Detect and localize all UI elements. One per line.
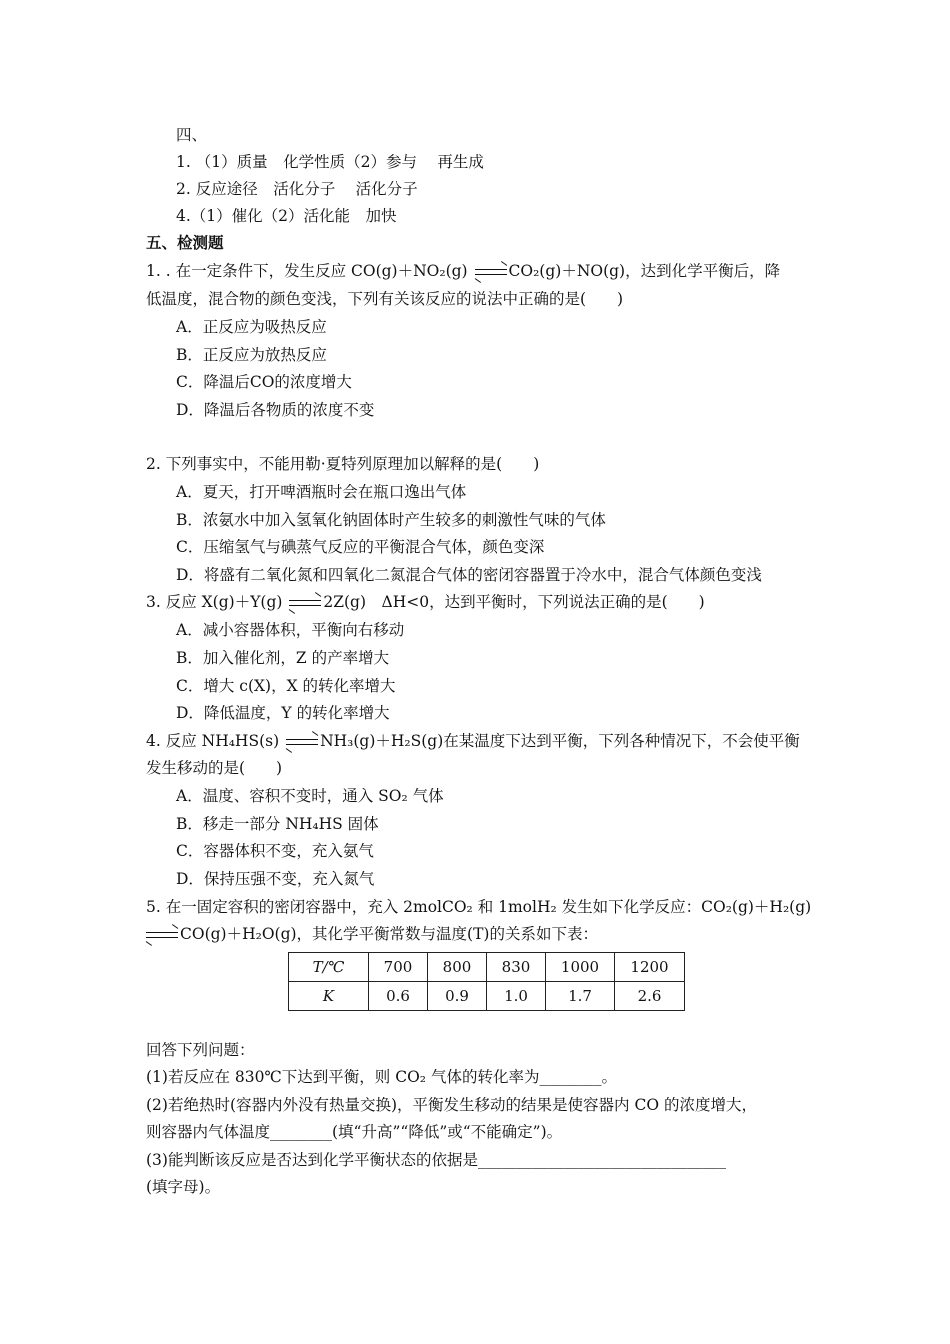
table-cell: 700 xyxy=(369,953,428,982)
section4-item-2: 2. 反应途径 活化分子 活化分子 xyxy=(176,180,418,198)
q3-option-c: C．增大 c(X)，X 的转化率增大 xyxy=(176,677,396,695)
q4-option-b: B．移走一部分 NH₄HS 固体 xyxy=(176,815,379,833)
q3-option-a: A．减小容器体积，平衡向右移动 xyxy=(176,621,405,639)
q3-stem: 3. 反应 X(g)＋Y(g) 2Z(g) ΔH<0，达到平衡时，下列说法正确的是( ) xyxy=(146,591,705,613)
table-cell: 0.6 xyxy=(369,982,428,1011)
q4-option-c: C．容器体积不变，充入氨气 xyxy=(176,842,374,860)
section4-item-3: 4.（1）催化（2）活化能 加快 xyxy=(176,207,397,225)
table-cell: 1.0 xyxy=(487,982,546,1011)
q4-option-a: A．温度、容积不变时，通入 SO₂ 气体 xyxy=(176,787,444,805)
table-row xyxy=(289,953,685,982)
q4-stem-line2: 发生移动的是( ) xyxy=(146,759,283,777)
q4-stem-line1: 4. 反应 NH₄HS(s) NH₃(g)＋H₂S(g)在某温度下达到平衡，下列各种情况下，不会使平衡 xyxy=(146,730,800,752)
table-cell: 1200 xyxy=(615,953,685,982)
q3-option-b: B．加入催化剂，Z 的产率增大 xyxy=(176,649,390,667)
q5-sub1: (1)若反应在 830℃下达到平衡，则 CO₂ 气体的转化率为________。 xyxy=(146,1068,617,1086)
table-cell: 2.6 xyxy=(615,982,685,1011)
section5-heading: 五、检测题 xyxy=(146,233,224,252)
q5-sub3-line2: (填字母)。 xyxy=(146,1178,221,1196)
q1-option-c: C．降温后CO的浓度增大 xyxy=(176,373,352,391)
q1-option-d: D．降温后各物质的浓度不变 xyxy=(176,401,375,419)
q1-option-a: A．正反应为吸热反应 xyxy=(176,318,327,336)
equilibrium-constant-table xyxy=(288,952,685,1011)
section4-heading: 四、 xyxy=(176,126,208,144)
q5-stem-line1: 5. 在一固定容积的密闭容器中，充入 2molCO₂ 和 1molH₂ 发生如下化学反应：CO₂(g)＋H₂(g) xyxy=(146,898,812,916)
section4-item-1: 1. （1）质量 化学性质（2）参与 再生成 xyxy=(176,153,484,171)
q2-option-d: D．将盛有二氧化氮和四氧化二氮混合气体的密闭容器置于冷水中，混合气体颜色变浅 xyxy=(176,566,762,584)
q1-stem-line2: 低温度，混合物的颜色变浅，下列有关该反应的说法中正确的是( ) xyxy=(146,290,624,308)
table-header-label: T/℃ xyxy=(289,953,369,982)
q5-prompt: 回答下列问题： xyxy=(146,1041,255,1059)
table-row-label: K xyxy=(289,982,369,1011)
table-cell: 830 xyxy=(487,953,546,982)
q5-sub3-line1: (3)能判断该反应是否达到化学平衡状态的依据是________________________________ xyxy=(146,1151,726,1169)
q5-stem-line2: CO(g)＋H₂O(g)，其化学平衡常数与温度(T)的关系如下表： xyxy=(146,923,598,945)
equilibrium-arrow-icon xyxy=(475,267,507,277)
equilibrium-arrow-icon xyxy=(286,737,318,747)
table-cell: 1000 xyxy=(546,953,615,982)
q5-sub2-line2: 则容器内气体温度________(填“升高”“降低”或“不能确定”)。 xyxy=(146,1123,563,1141)
q1-option-b: B．正反应为放热反应 xyxy=(176,346,327,364)
table-cell: 800 xyxy=(428,953,487,982)
equilibrium-arrow-icon xyxy=(289,598,321,608)
table-cell: 0.9 xyxy=(428,982,487,1011)
q2-option-c: C．压缩氢气与碘蒸气反应的平衡混合气体，颜色变深 xyxy=(176,538,545,556)
equilibrium-arrow-icon xyxy=(146,930,178,940)
q2-option-b: B．浓氨水中加入氢氧化钠固体时产生较多的刺激性气味的气体 xyxy=(176,511,606,529)
table-row xyxy=(289,982,685,1011)
q5-sub2-line1: (2)若绝热时(容器内外没有热量交换)，平衡发生移动的结果是使容器内 CO 的浓度增大， xyxy=(146,1096,757,1114)
q2-stem: 2. 下列事实中，不能用勒·夏特列原理加以解释的是( ) xyxy=(146,455,540,473)
table-cell: 1.7 xyxy=(546,982,615,1011)
q4-option-d: D．保持压强不变，充入氮气 xyxy=(176,870,375,888)
q3-option-d: D．降低温度，Y 的转化率增大 xyxy=(176,704,390,722)
q2-option-a: A．夏天，打开啤酒瓶时会在瓶口逸出气体 xyxy=(176,483,467,501)
q1-stem-line1: 1. . 在一定条件下，发生反应 CO(g)＋NO₂(g) CO₂(g)＋NO(g)，达到化学平衡后，降 xyxy=(146,260,780,282)
